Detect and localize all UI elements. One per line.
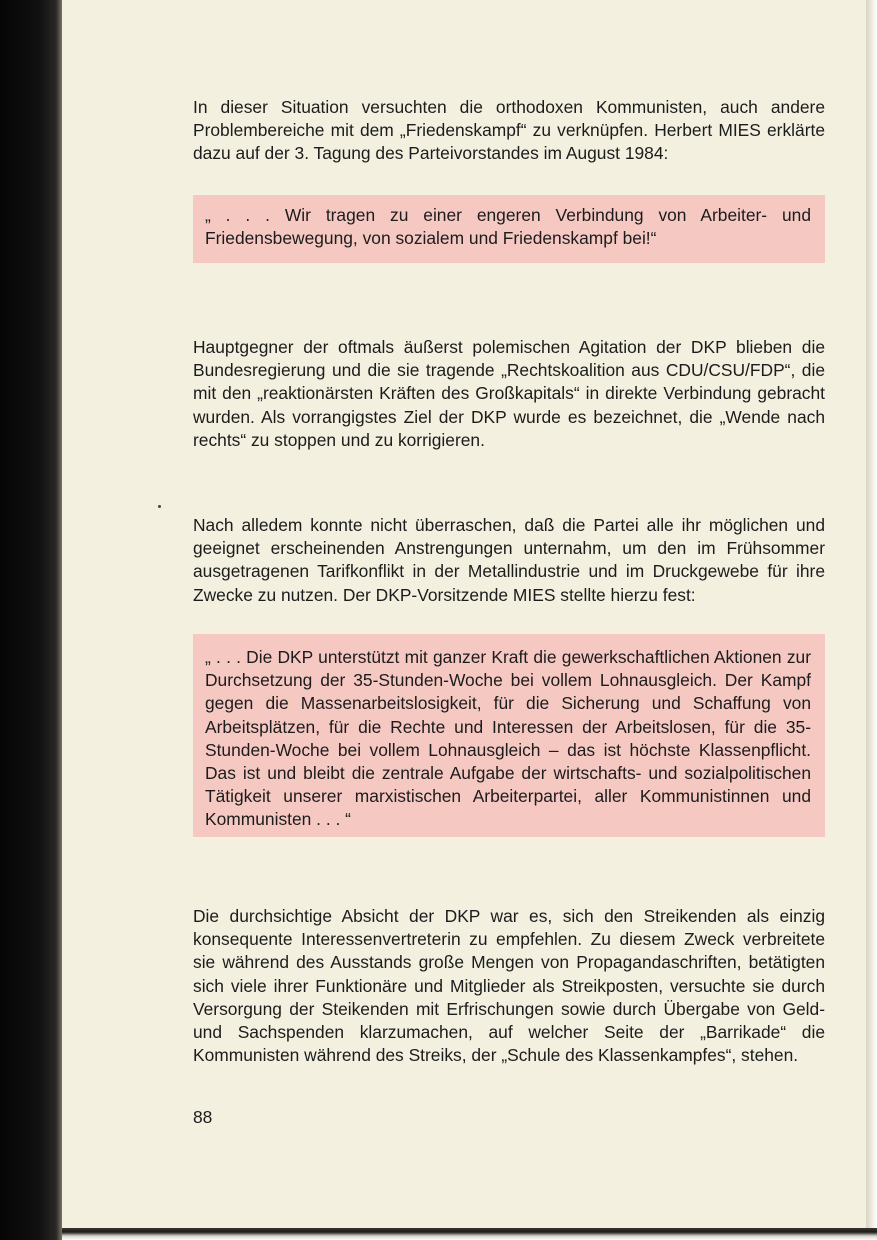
- page-number: 88: [193, 1107, 213, 1127]
- quote-block-35-stunden-woche: [193, 634, 825, 837]
- quote-text-35-stunden-woche: „ . . . Die DKP unterstützt mit ganzer Kraft die gewerkschaftlichen Aktionen zur Durchsetzung der 35-Stunden-Woche bei vollem Lohnausgleich. Der Kampf gegen die Massenarbeitslosigkeit, für die Sicherung und Schaffung von Arbeitsplätzen, für die Rechte und Interessen der Arbeitslosen, für die 35-Stunden-Woche bei vollem Lohnausgleich – das ist höchste Klassenpflicht. Das ist und bleibt die zentrale Aufgabe der wirtschafts- und sozialpolitischen Tätigkeit unserer marxistischen Arbeiterpartei, aller Kommunistinnen und Kommunisten . . . “: [205, 647, 811, 830]
- quote-block-friedenskampf: [193, 195, 825, 263]
- stray-mark: [158, 505, 161, 508]
- page-right-edge: [866, 0, 877, 1232]
- paragraph-streikende: Die durchsichtige Absicht der DKP war es, sich den Streikenden als einzig konsequente Interessenvertreterin zu empfehlen. Zu diesem Zweck verbreitete sie während des Ausstands große Mengen von Propagandaschriften, betätigten sich viele ihrer Funktionäre und Mitglieder als Streikposten, versuchte sie durch Versorgung der Steikenden mit Erfrischungen sowie durch Übergabe von Geld- und Sachspenden klarzumachen, auf welcher Seite der „Barrikade“ die Kommunisten während des Streiks, der „Schule des Klassenkampfes“, stehen.: [193, 906, 825, 1066]
- paragraph-hauptgegner: Hauptgegner der oftmals äußerst polemischen Agitation der DKP blieben die Bundesregierung und die sie tragende „Rechtskoalition aus CDU/CSU/FDP“, die mit den „reaktionärsten Kräften des Großkapitals“ in direkte Verbindung gebracht wurden. Als vorrangigstes Ziel der DKP wurde es bezeichnet, die „Wende nach rechts“ zu stoppen und zu korrigieren.: [193, 337, 825, 450]
- paragraph-tarifkonflikt: Nach alledem konnte nicht überraschen, daß die Partei alle ihr möglichen und geeignet erscheinenden Anstrengungen unternahm, um den im Frühsommer ausgetragenen Tarifkonflikt in der Metallindustrie und im Druckgewebe für ihre Zwecke zu nutzen. Der DKP-Vorsitzende MIES stellte hierzu fest:: [193, 515, 825, 605]
- paragraph-intro: In dieser Situation versuchten die orthodoxen Kommunisten, auch andere Problembereiche mit dem „Friedenskampf“ zu verknüpfen. Herbert MIES erklärte dazu auf der 3. Tagung des Parteivorstandes im August 1984:: [193, 97, 825, 164]
- page-bottom-edge: [62, 1228, 877, 1240]
- quote-text-friedenskampf: „ . . . Wir tragen zu einer engeren Verbindung von Arbeiter- und Friedensbewegung, von sozialem und Friedenskampf bei!“: [205, 205, 811, 249]
- book-spine-shadow: [0, 0, 62, 1240]
